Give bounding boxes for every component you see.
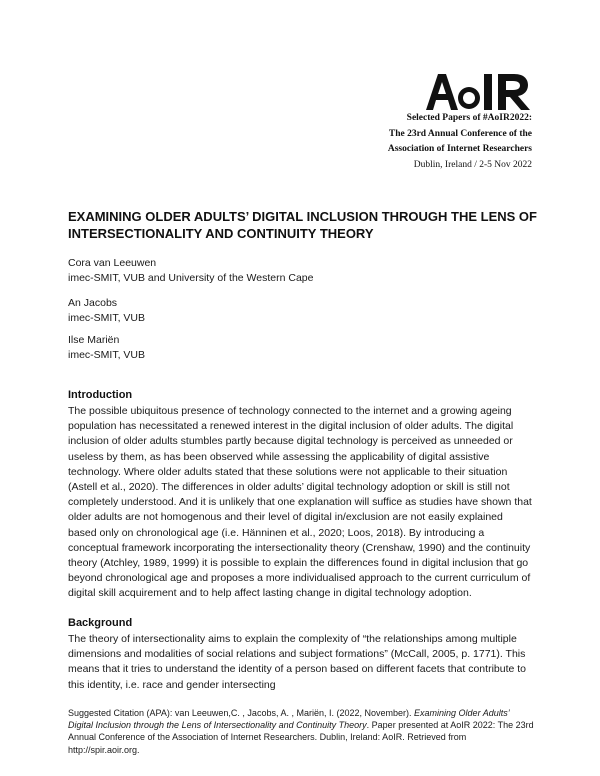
paper-title: EXAMINING OLDER ADULTS’ DIGITAL INCLUSION THROUGH THE LENS OF INTERSECTIONALITY AND CONTINUITY THEORY <box>68 209 537 241</box>
author-affiliation: imec-SMIT, VUB <box>68 312 146 324</box>
aoir-logo-graphic <box>424 72 536 112</box>
introduction-paragraph: The possible ubiquitous presence of technology connected to the internet and a growing ageing population has necessitated a renewed interest in the digital inclusion of older adults. The digital inclusion of older adults stumbles partly because digital technology is perceived as unneeded or useless by them, as has been observed while assessing the applicability of digital assistive technology. Where older adults stated that these solutions were not applicable to their situation (Astell et al., 2020). The differences in older adults’ digital technology adoption or skill is still not completely understood. And it is unlikely that one explanation will suffice as studies have shown that older adults are not homogenous and their level of digital in/exclusion are not easily explained based only on chronological age (i.e. Hänninen et al., 2020; Loos, 2018). By introducing a conceptual framework incorporating the intersectionality theory (Crenshaw, 1990) and the continuity theory (Atchley, 1989, 1999) it is possible to explain the differences found in digital inclusion that go beyond chronological age and proposes a more individualised approach to the current curriculum of digital skill acquirement and to help affect lasting change in digital technology adoption. <box>68 405 532 600</box>
conference-block <box>312 111 532 173</box>
citation-prefix: Suggested Citation (APA): van Leeuwen,C. , Jacobs, A. , Mariën, I. (2022, November). <box>68 708 412 718</box>
conference-place-date: Dublin, Ireland / 2-5 Nov 2022 <box>413 159 532 170</box>
author-block <box>68 333 145 363</box>
author-block <box>68 296 145 326</box>
introduction-heading: Introduction <box>68 389 133 401</box>
author-affiliation: imec-SMIT, VUB and University of the Western Cape <box>68 272 314 284</box>
suggested-citation <box>68 707 536 756</box>
background-heading: Background <box>68 617 133 629</box>
background-paragraph: The theory of intersectionality aims to explain the complexity of “the relationships among multiple dimensions and modalities of social relations and subject formations” (McCall, 2005, p. 1771). This means that it tries to understand the identity of a person based on different facets that contribute to this identity, i.e. race and gender intersecting <box>68 633 527 691</box>
citation-suffix: . Paper presented at AoIR 2022: The 23rd Annual Conference of the Association of Internet Researchers. Dublin, Ireland: AoIR. Retrieved from http://spir.aoir.org. <box>68 720 534 755</box>
citation-title: Examining Older Adults’ Digital Inclusion through the Lens of Intersectionality and Continuity Theory <box>68 708 510 731</box>
aoir-logo <box>424 72 536 112</box>
author-name: Ilse Mariën <box>68 334 120 346</box>
author-name: An Jacobs <box>68 297 118 309</box>
conference-edition: The 23rd Annual Conference of the <box>388 128 532 139</box>
author-name: Cora van Leeuwen <box>68 257 157 269</box>
aoir-logo-text <box>536 72 537 73</box>
conference-series: Selected Papers of #AoIR2022: <box>406 113 532 123</box>
author-block <box>68 256 313 286</box>
author-affiliation: imec-SMIT, VUB <box>68 349 146 361</box>
conference-association: Association of Internet Researchers <box>387 144 532 154</box>
